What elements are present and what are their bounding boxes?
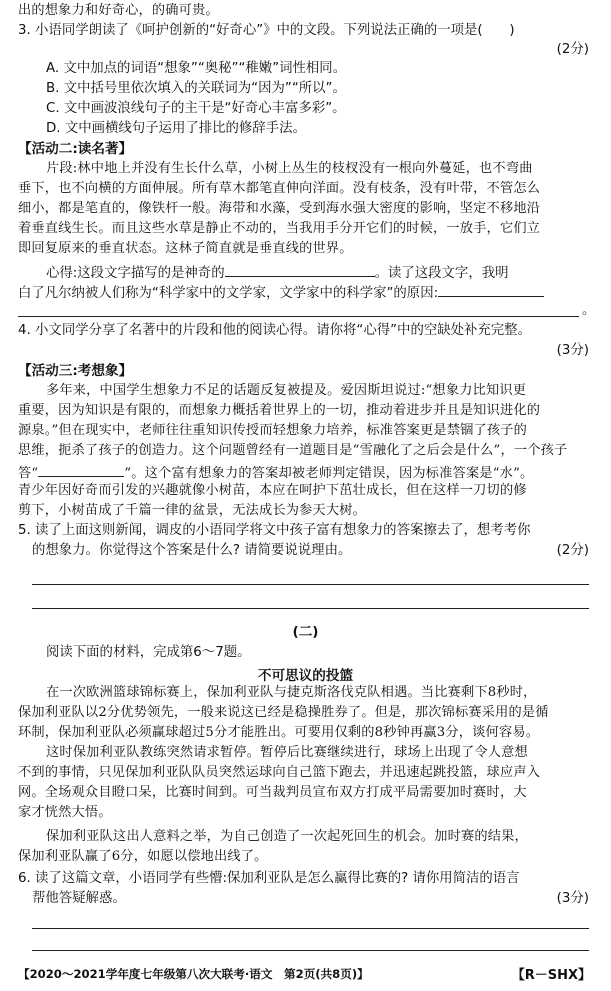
question-6-cont: 帮他答疑解惑。 (32, 891, 126, 906)
excerpt-line: 片段:林中地上并没有生长什么草，小树上丛生的枝杈没有一根向外蔓延，也不弯曲 (46, 161, 533, 176)
answer-line[interactable] (32, 584, 589, 585)
reflection-text: 。读了这段文字，我明 (374, 266, 509, 281)
story-title: 不可思议的投篮 (257, 668, 354, 684)
reflection-text: 心得:这段文字描写的是神奇的 (46, 266, 225, 281)
question-6: 6. 读了这篇文章，小语同学有些懵:保加利亚队是怎么赢得比赛的? 请你用简洁的语言 (18, 871, 520, 886)
answer-line[interactable] (32, 608, 589, 609)
reflection-text: 白了凡尔纳被人们称为“科学家中的文学家，文学家中的科学家”的原因: (18, 286, 439, 301)
answer-blank-1[interactable] (225, 262, 375, 277)
story-line: 不到的事情，只见保加利亚队队员突然运球向自己篮下跑去，并迅速起跳投篮，球应声入 (18, 765, 541, 780)
option-d: D. 文中画横线句子运用了排比的修辞手法。 (46, 121, 306, 136)
reflection-end: 。 (582, 303, 596, 318)
question-5: 5. 读了上面这则新闻，调皮的小语同学将文中孩子富有想象力的答案擦去了，想考考你 (18, 523, 531, 538)
story-line: 网。全场观众目瞪口呆，比赛时间到。可当裁判员宣布双方打成平局需要加时赛时，大 (18, 785, 527, 800)
option-c: C. 文中画波浪线句子的主干是“好奇心丰富多彩”。 (46, 101, 346, 116)
excerpt-line: 即回复原来的垂直状态。这林子简直就是垂直线的世界。 (18, 241, 353, 256)
question-3: 3. 小语同学朗读了《呵护创新的“好奇心”》中的文段。下列说法正确的一项是( ) (18, 23, 515, 38)
activity-2-heading: 【活动二:读名著】 (18, 141, 133, 157)
news-line: 源泉。”但在现实中，老师往往重知识传授而轻想象力培养，标准答案更是禁锢了孩子的 (18, 423, 528, 438)
story-line: 在一次欧洲篮球锦标赛上，保加利亚队与捷克斯洛伐克队相遇。当比赛剩下8秒时， (46, 685, 537, 700)
news-line: 剪下，小树苗成了千篇一律的盆景，无法成长为参天大树。 (18, 503, 367, 518)
news-text: 答“ (18, 466, 39, 481)
question-5-cont: 的想象力。你觉得这个答案是什么? 请简要说说理由。 (32, 543, 352, 558)
answer-blank-3[interactable] (38, 462, 124, 477)
news-line: 重要，因为知识是有限的，而想象力概括着世界上的一切，推动着进步并且是知识进化的 (18, 403, 541, 418)
option-a: A. 文中加点的词语“想象”“奥秘”“稚嫩”词性相同。 (46, 61, 347, 76)
news-text: ”。这个富有想象力的答案却被老师判定错误，因为标准答案是“水”。 (124, 466, 534, 481)
story-line: 家才恍然大悟。 (18, 805, 112, 820)
answer-line[interactable] (18, 316, 579, 317)
footer-code: 【R－SHX】 (511, 968, 591, 983)
excerpt-line: 垂下，也不向横的方面伸展。所有草木都笔直伸向洋面。没有枝条，没有叶带，不管怎么 (18, 181, 541, 196)
text-line: 出的想象力和好奇心，的确可贵。 (18, 3, 219, 18)
activity-3-heading: 【活动三:考想象】 (18, 363, 133, 379)
option-b: B. 文中括号里依次填入的关联词为“因为”“所以”。 (46, 81, 346, 96)
question-6-score: (3分) (556, 891, 589, 906)
question-4-score: (3分) (556, 343, 589, 358)
news-line: 多年来，中国学生想象力不足的话题反复被提及。爱因斯坦说过:“想象力比知识更 (46, 383, 527, 398)
section-2-heading: (二) (292, 624, 319, 640)
excerpt-line: 着垂直线生长。而且这些水草是静止不动的，当我用手分开它们的时候，一放手，它们立 (18, 221, 541, 236)
story-line: 这时保加利亚队教练突然请求暂停。暂停后比赛继续进行，球场上出现了令人意想 (46, 745, 528, 760)
news-line: 青少年因好奇而引发的兴趣就像小树苗，本应在呵护下茁壮成长，但在这样一刀切的修 (18, 483, 527, 498)
news-line (18, 462, 533, 483)
answer-blank-2[interactable] (438, 282, 544, 297)
footer-info: 【2020～2021学年度七年级第八次大联考·语文 第2页(共8页)】 (18, 967, 369, 981)
reflection-line-2 (18, 282, 544, 303)
story-line: 保加利亚队赢了6分，如愿以偿地出线了。 (18, 849, 268, 864)
story-line: 环制，保加利亚队必须赢球超过5分才能胜出。可要用仅剩的8秒钟再赢3分，谈何容易。 (18, 725, 540, 740)
section-2-instructions: 阅读下面的材料，完成第6～7题。 (46, 645, 251, 660)
excerpt-line: 细小，都是笔直的，像铁杆一般。海带和水藻，受到海水强大密度的影响，坚定不移地沿 (18, 201, 541, 216)
question-5-score: (2分) (556, 543, 589, 558)
story-line: 保加利亚队以2分优势领先，一般来说这已经是稳操胜券了。但是，那次锦标赛采用的是循 (18, 705, 549, 720)
question-3-score: (2分) (556, 42, 589, 57)
answer-line[interactable] (32, 928, 589, 929)
reflection-line-1 (46, 262, 509, 283)
question-4: 4. 小文同学分享了名著中的片段和他的阅读心得。请你将“心得”中的空缺处补充完整。 (18, 323, 531, 338)
answer-line[interactable] (32, 950, 589, 951)
news-line: 思维，扼杀了孩子的创造力。这个问题曾经有一道题目是“雪融化了之后会是什么”，一个孩子 (18, 443, 568, 458)
story-line: 保加利亚队这出人意料之举，为自己创造了一次起死回生的机会。加时赛的结果， (46, 829, 528, 844)
